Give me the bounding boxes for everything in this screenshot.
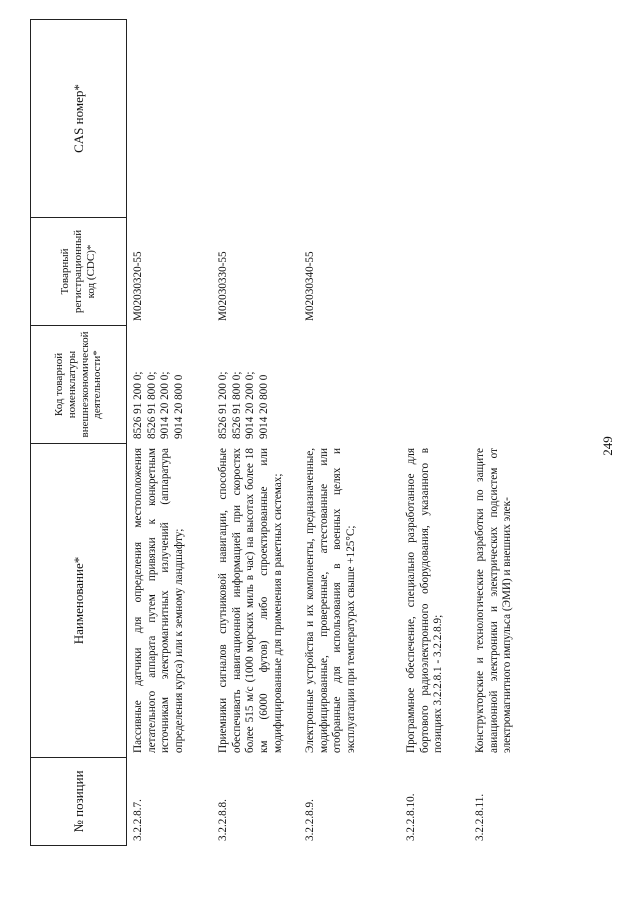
name-cell: Пассивные датчики для определения местоположения летательного аппарата путем привязки к конкретным источникам электромагнитных излучений (аппаратура определения курса) или к земному ландшафту; [132, 448, 185, 753]
header-foreign-trade-code: Код товарной номенклатуры внешнеэкономической деятельности* [31, 326, 127, 444]
registration-cell: M02030320-55 [132, 251, 144, 321]
table-header [31, 20, 127, 846]
registration-cell: M02030340-55 [304, 251, 316, 321]
name-cell: Электронные устройства и их компоненты, предназначенные, модифицированные, проверенные, аттестованные или отобранные для использования в военных целях и эксплуатации при температурах свыше +125°С; [304, 448, 357, 753]
header-position: № позиции [31, 758, 127, 846]
table-row [127, 20, 213, 846]
registration-cell [469, 218, 522, 326]
position-cell: 3.2.2.8.10. [405, 793, 417, 841]
cas-cell [212, 20, 299, 218]
codes-cell [400, 326, 469, 444]
header-name: Наименование* [31, 444, 127, 758]
code-line: 8526 91 800 0; [230, 371, 243, 439]
goods-table [30, 19, 522, 846]
table-row [212, 20, 299, 846]
registration-cell [400, 218, 469, 326]
header-cas: CAS номер* [31, 20, 127, 218]
name-cell: Программное обеспечение, специально разработанное для бортового радиоэлектронного оборудования, указанного в позициях 3.2.2.8.1 - 3.2.2.8.9; [405, 448, 445, 753]
code-line: 8526 91 200 0; [217, 371, 229, 439]
position-cell: 3.2.2.8.11. [474, 793, 486, 841]
table-row [400, 20, 469, 846]
name-cell: Конструкторские и технологические разработки по защите авиационной электроники и электрических подсистем от электромагнитного импульса (ЭМИ) и внешних элек- [474, 448, 514, 753]
code-line: 8526 91 800 0; [145, 371, 158, 439]
cas-cell [469, 20, 522, 218]
cas-cell [299, 20, 400, 218]
table-row [469, 20, 522, 846]
table-row [299, 20, 400, 846]
cas-cell [127, 20, 213, 218]
header-registration-code: Товарный регистрационный код (CDC)* [31, 218, 127, 326]
name-cell: Приемники сигналов спутниковой навигации, способные обеспечивать навигационной информацией при скоростях более 515 м/с (1000 морских миль в час) на высотах более 18 км (6000 футов) либо спроектированные или модифицированные для применения в ракетных системах; [217, 448, 284, 753]
cas-cell [400, 20, 469, 218]
codes-cell [299, 326, 400, 444]
code-line: 9014 20 800 0 [172, 374, 185, 439]
code-line: 8526 91 200 0; [132, 371, 144, 439]
page-number: 249 [600, 436, 615, 456]
codes-cell [469, 326, 522, 444]
code-line: 9014 20 200 0; [244, 371, 257, 439]
position-cell: 3.2.2.8.8. [217, 799, 229, 841]
position-cell: 3.2.2.8.7. [132, 799, 144, 841]
code-line: 9014 20 200 0; [159, 371, 172, 439]
registration-cell: M02030330-55 [217, 251, 229, 321]
codes-cell [127, 326, 213, 444]
code-line: 9014 20 800 0 [257, 374, 270, 439]
codes-cell [212, 326, 299, 444]
position-cell: 3.2.2.8.9. [304, 799, 316, 841]
